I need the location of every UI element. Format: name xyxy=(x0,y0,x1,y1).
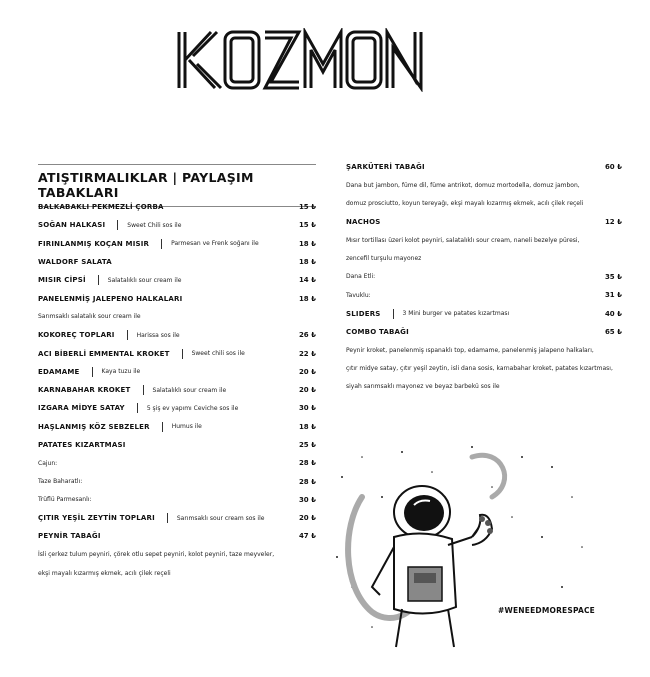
item-name: SOĞAN HALKASI xyxy=(38,221,106,230)
sub-item-name: Tavuklu: xyxy=(346,291,371,299)
item-note-text: Dana but jambon, füme dil, füme antrikot, domuz mortodella, domuz jambon, xyxy=(346,181,580,189)
item-name: PATATES KIZARTMASI xyxy=(38,441,126,449)
item-price: 40 ₺ xyxy=(604,309,622,318)
menu-item xyxy=(346,304,622,322)
sub-item-name: Taze Baharatlı: xyxy=(38,478,83,486)
brand-logo xyxy=(0,28,650,98)
menu-item xyxy=(346,213,622,231)
sub-item-name: Dana Etli: xyxy=(346,273,376,281)
item-note-text: Peynir kroket, panelenmiş ıspanaklı top, edamame, panelenmiş jalapeno halkaları, xyxy=(346,346,594,354)
item-name: KOKOREÇ TOPLARI xyxy=(38,331,115,340)
item-price: 18 ₺ xyxy=(298,422,316,431)
item-price: 18 ₺ xyxy=(298,258,316,267)
item-separator xyxy=(137,403,138,413)
item-price: 18 ₺ xyxy=(298,294,316,303)
menu-item-note xyxy=(346,176,622,194)
item-description: Salatalıklı sour cream ile xyxy=(152,386,227,394)
menu-item-note xyxy=(346,231,622,249)
menu-item xyxy=(38,271,316,289)
item-name: KARNABAHAR KROKET xyxy=(38,386,131,395)
item-price: 30 ₺ xyxy=(298,495,316,504)
sub-item-name: Trüflü Parmesanlı: xyxy=(38,496,92,504)
menu-item-note xyxy=(346,249,622,267)
item-price: 22 ₺ xyxy=(298,349,316,358)
item-price: 20 ₺ xyxy=(298,386,316,395)
menu-item xyxy=(38,198,316,216)
item-price: 20 ₺ xyxy=(298,514,316,523)
item-name: NACHOS xyxy=(346,218,381,227)
menu-item xyxy=(38,235,316,253)
menu-item xyxy=(38,399,316,417)
item-name: IZGARA MİDYE SATAY xyxy=(38,404,125,413)
menu-item xyxy=(38,527,316,545)
item-price: 15 ₺ xyxy=(298,221,316,230)
menu-sub-item xyxy=(346,268,622,286)
item-separator xyxy=(162,422,163,432)
menu-item xyxy=(38,253,316,271)
astronaut-illustration xyxy=(322,437,598,657)
item-description: Sweet chili sos ile xyxy=(191,350,245,358)
menu-item xyxy=(38,344,316,362)
item-separator xyxy=(92,367,93,377)
item-description: Humus ile xyxy=(171,423,202,431)
menu-sub-item xyxy=(38,472,316,490)
item-description: Sweet Chili sos ile xyxy=(127,221,182,229)
item-separator xyxy=(117,220,118,230)
menu-item-note xyxy=(346,341,622,359)
menu-item xyxy=(346,323,622,341)
item-price: 26 ₺ xyxy=(298,331,316,340)
item-description: Salatalıklı sour cream ile xyxy=(107,276,182,284)
item-separator xyxy=(161,239,162,249)
menu-item xyxy=(38,509,316,527)
item-price: 25 ₺ xyxy=(298,441,316,449)
item-description: 3 Mini burger ve patates kızartması xyxy=(402,310,510,318)
item-separator xyxy=(98,275,99,285)
item-price: 35 ₺ xyxy=(604,272,622,281)
item-description: Kaya tuzu ile xyxy=(101,368,141,376)
item-price: 65 ₺ xyxy=(604,327,622,336)
item-price: 15 ₺ xyxy=(298,203,316,212)
item-separator xyxy=(182,349,183,359)
item-note-text: Sarımsaklı salatalık sour cream ile xyxy=(38,313,141,321)
item-name: WALDORF SALATA xyxy=(38,258,112,267)
item-name: COMBO TABAĞI xyxy=(346,327,409,336)
brand-logo-svg xyxy=(175,28,475,92)
menu-sub-item xyxy=(346,286,622,304)
item-price: 14 ₺ xyxy=(298,276,316,285)
item-name: ACI BİBERLİ EMMENTAL KROKET xyxy=(38,349,170,358)
item-separator xyxy=(167,513,168,523)
item-price: 20 ₺ xyxy=(298,367,316,376)
item-note-text: siyah sarımsaklı mayonez ve beyaz barbekü sos ile xyxy=(346,383,500,391)
item-name: PANELENMİŞ JALEPENO HALKALARI xyxy=(38,294,183,303)
item-description: Harissa sos ile xyxy=(136,331,180,339)
item-note-text: zencefil turşulu mayonez xyxy=(346,255,422,263)
menu-sub-item xyxy=(38,454,316,472)
item-name: SLIDERS xyxy=(346,309,381,318)
menu-item xyxy=(38,418,316,436)
menu-item xyxy=(38,381,316,399)
hashtag: #WENEEDMORESPACE xyxy=(498,606,596,615)
left-menu-column xyxy=(38,198,316,582)
menu-item xyxy=(38,436,316,454)
item-name: HAŞLANMIŞ KÖZ SEBZELER xyxy=(38,422,150,431)
menu-item xyxy=(346,158,622,176)
item-separator xyxy=(143,385,144,395)
sub-item-name: Cajun: xyxy=(38,459,58,467)
item-name: EDAMAME xyxy=(38,367,80,376)
item-price: 28 ₺ xyxy=(298,477,316,486)
item-price: 31 ₺ xyxy=(604,291,622,300)
item-note-text: İsli çerkez tulum peyniri, çörek otlu sepet peyniri, kolot peyniri, taze meyveler, xyxy=(38,551,275,559)
item-price: 60 ₺ xyxy=(604,163,622,172)
menu-item xyxy=(38,289,316,307)
menu-item-note xyxy=(346,195,622,213)
menu-item-note xyxy=(38,546,316,564)
item-description: Parmesan ve Frenk soğanı ile xyxy=(171,240,259,248)
item-note-text: Mısır tortillası üzeri kolot peyniri, salatalıklı sour cream, naneli bezelye püresi, xyxy=(346,236,580,244)
item-name: PEYNİR TABAĞI xyxy=(38,532,101,541)
item-price: 18 ₺ xyxy=(298,239,316,248)
menu-item-note xyxy=(346,378,622,396)
item-name: FIRINLANMIŞ KOÇAN MISIR xyxy=(38,239,150,248)
menu-item-note xyxy=(38,308,316,326)
item-note-text: domuz prosciutto, koyun tereyağı, ekşi mayalı kızarmış ekmek, acılı çilek reçeli xyxy=(346,200,584,208)
menu-item-note xyxy=(346,359,622,377)
item-description: Sarımsaklı sour cream sos ile xyxy=(176,514,265,522)
item-name: ŞARKÜTERİ TABAĞI xyxy=(346,163,425,172)
item-price: 28 ₺ xyxy=(298,459,316,468)
menu-item xyxy=(38,216,316,234)
item-name: MISIR CİPSİ xyxy=(38,276,86,285)
item-name: ÇITIR YEŞİL ZEYTİN TOPLARI xyxy=(38,514,155,523)
item-note-text: çıtır midye satay, çıtır yeşil zeytin, isli dana sosis, karnabahar kroket, patates kızartması, xyxy=(346,364,613,372)
right-menu-column xyxy=(346,158,622,396)
item-note-text: ekşi mayalı kızarmış ekmek, acılı çilek reçeli xyxy=(38,569,171,577)
item-separator xyxy=(393,309,394,319)
item-price: 47 ₺ xyxy=(298,532,316,541)
item-price: 12 ₺ xyxy=(604,218,622,227)
section-title: ATIŞTIRMALIKLAR | PAYLAŞIM TABAKLARI xyxy=(38,164,316,207)
item-description: 5 şiş ev yapımı Ceviche sos ile xyxy=(146,404,239,412)
item-separator xyxy=(127,330,128,340)
item-name: BALKABAKLI PEKMEZLİ ÇORBA xyxy=(38,203,164,212)
menu-item-note xyxy=(38,564,316,582)
menu-sub-item xyxy=(38,491,316,509)
menu-item xyxy=(38,326,316,344)
menu-item xyxy=(38,363,316,381)
item-price: 30 ₺ xyxy=(298,404,316,413)
